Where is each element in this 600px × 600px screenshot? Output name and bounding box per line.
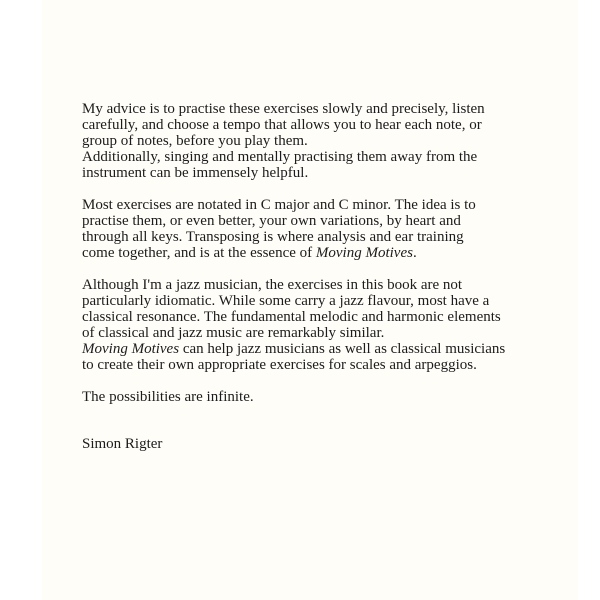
text-line: group of notes, before you play them. bbox=[82, 133, 308, 149]
author-signature bbox=[82, 436, 552, 452]
text-line bbox=[82, 245, 552, 261]
page-text bbox=[82, 101, 552, 468]
paragraph-keys-transposing bbox=[82, 197, 552, 261]
text-line: instrument can be immensely helpful. bbox=[82, 165, 309, 181]
text-segment: can help jazz musicians as well as classical musicians bbox=[179, 341, 506, 357]
text-line: practise them, or even better, your own variations, by heart and bbox=[82, 213, 461, 229]
text-line: particularly idiomatic. While some carry a jazz flavour, most have a bbox=[82, 293, 490, 309]
text-segment: . bbox=[412, 245, 417, 261]
text-line bbox=[82, 341, 552, 357]
work-title-italic: Moving Motives bbox=[82, 341, 180, 357]
page-sheet bbox=[42, 0, 578, 600]
text-line: through all keys. Transposing is where analysis and ear training bbox=[82, 229, 464, 245]
text-line: My advice is to practise these exercises slowly and precisely, listen bbox=[82, 101, 485, 117]
work-title-italic: Moving Motives bbox=[315, 245, 413, 261]
paragraph-closing bbox=[82, 389, 552, 405]
text-line: of classical and jazz music are remarkably similar. bbox=[82, 325, 385, 341]
text-line: Although I'm a jazz musician, the exercises in this book are not bbox=[82, 277, 463, 293]
text-line: to create their own appropriate exercises for scales and arpeggios. bbox=[82, 357, 477, 373]
text-line: Most exercises are notated in C major and C minor. The idea is to bbox=[82, 197, 476, 213]
text-line: carefully, and choose a tempo that allows you to hear each note, or bbox=[82, 117, 482, 133]
paragraph-jazz-classical bbox=[82, 277, 552, 373]
text-line: Additionally, singing and mentally practising them away from the bbox=[82, 149, 478, 165]
text-segment: come together, and is at the essence of bbox=[82, 245, 316, 261]
text-line: classical resonance. The fundamental melodic and harmonic elements bbox=[82, 309, 501, 325]
text-line: The possibilities are infinite. bbox=[82, 389, 254, 405]
paragraph-practice-advice bbox=[82, 101, 552, 181]
text-line: Simon Rigter bbox=[82, 436, 163, 452]
